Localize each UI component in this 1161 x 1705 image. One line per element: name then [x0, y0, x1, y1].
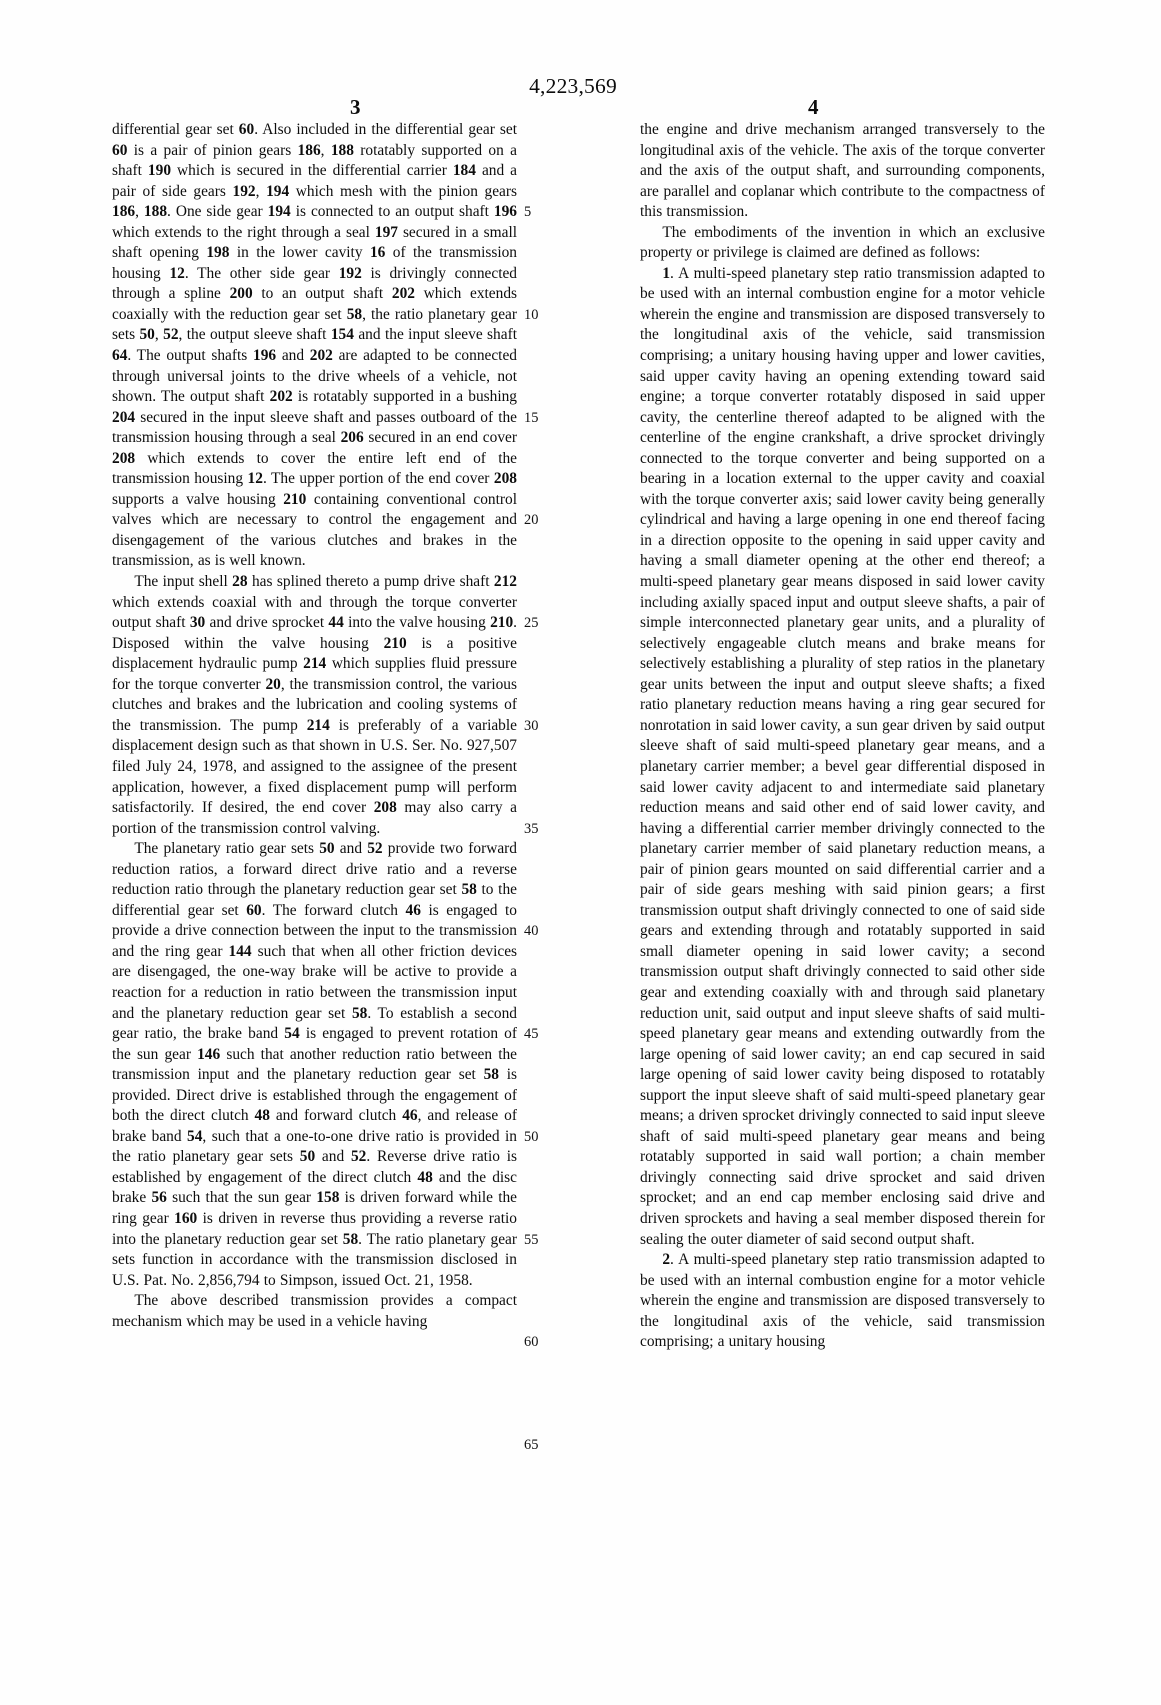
line-number: 45	[524, 1026, 539, 1043]
paragraph: The planetary ratio gear sets 50 and 52 provide two forward reduction ratios, a forward direct drive ratio and a reverse reduction ratio through the planetary reduction gear set 58 to the differential gear set 60. The forward clutch 46 is engaged to provide a drive connection between the input to the transmission and the ring gear 144 such that when all other friction devices are disengaged, the one-way brake will be active to provide a reaction for a reduction in ratio between the transmission input and the planetary reduction gear set 58. To establish a second gear ratio, the brake band 54 is engaged to prevent rotation of the sun gear 146 such that another reduction ratio between the transmission input and the planetary reduction gear set 58 is provided. Direct drive is established through the engagement of both the direct clutch 48 and forward clutch 46, and release of brake band 54, such that a one-to-one drive ratio is provided in the ratio planetary gear sets 50 and 52. Reverse drive ratio is established by engagement of the direct clutch 48 and the disc brake 56 such that the sun gear 158 is driven forward while the ring gear 160 is driven in reverse thus providing a reverse ratio into the planetary reduction gear set 58. The ratio planetary gear sets function in accordance with the transmission disclosed in U.S. Pat. No. 2,856,794 to Simpson, issued Oct. 21, 1958.	[112, 840, 518, 1289]
line-number: 35	[524, 820, 539, 837]
line-number: 50	[524, 1128, 539, 1145]
paragraph: The input shell 28 has splined thereto a pump drive shaft 212 which extends coaxial with and through the torque converter output shaft 30 and drive sprocket 44 into the valve housing 210. Disposed within the valve housing 210 is a positive displacement hydraulic pump 214 which supplies fluid pressure for the torque converter 20, the transmission control, the various clutches and brakes and the lubrication and cooling systems of the transmission. The pump 214 is preferably of a variable displacement design such as that shown in U.S. Ser. No. 927,507 filed July 24, 1978, and assigned to the assignee of the present application, however, a fixed displacement pump will perform satisfactorily. If desired, the end cover 208 may also carry a portion of the transmission control valving.	[112, 573, 518, 837]
line-number: 40	[524, 923, 539, 940]
paragraph: 2. A multi-speed planetary step ratio transmission adapted to be used with an internal combustion engine for a motor vehicle wherein the engine and transmission are disposed transversely to the longitudinal axis of the vehicle, said transmission comprising; a unitary housing	[640, 1251, 1045, 1351]
line-number: 10	[524, 306, 539, 323]
line-number: 65	[524, 1437, 539, 1454]
paragraph: The embodiments of the invention in which an exclusive property or privilege is claimed are defined as follows:	[640, 223, 1045, 262]
line-number: 60	[524, 1334, 539, 1351]
line-number: 5	[524, 204, 532, 221]
line-number: 15	[524, 409, 539, 426]
line-number: 25	[524, 615, 539, 632]
line-number: 55	[524, 1231, 539, 1248]
line-number: 20	[524, 512, 539, 529]
paragraph: 1. A multi-speed planetary step ratio transmission adapted to be used with an internal combustion engine for a motor vehicle wherein the engine and transmission are disposed transversely to the longitudinal axis of the vehicle, said transmission comprising; a unitary housing having upper and lower cavities, said upper cavity having an opening extending toward said engine; a torque converter rotatably disposed in said upper cavity, the centerline thereof adapted to be aligned with the centerline of the engine crankshaft, a drive sprocket drivingly connected to the torque converter and being supported on a bearing in a location external to the upper cavity and coaxial with the torque converter axis; said lower cavity being generally cylindrical and having a large opening in one end thereof facing in a direction opposite to the opening in said upper cavity and having a small diameter opening at the other end thereof; a multi-speed planetary gear means disposed in said lower cavity including axially spaced input and output sleeve shafts, a pair of simple interconnected planetary gear units, and a plurality of selectively engageable clutch means and brake means for selectively establishing a plurality of step ratios in the planetary gear units between the input and output sleeve shafts; a fixed ratio planetary reduction means having a ring gear secured for nonrotation in said lower cavity, a sun gear driven by said output sleeve shaft of said multi-speed planetary gear means, and a planetary carrier member; a bevel gear differential disposed in said lower cavity adjacent to and intermediate said planetary reduction means and said other end of said lower cavity, and having a differential carrier member drivingly connected to the planetary carrier member of said planetary reduction means, a pair of pinion gears mounted on said differential carrier and a pair of side gears meshing with said pinion gears; a first transmission output shaft drivingly connected to one of said side gears and extending through and rotatably supported in said small diameter opening in said lower cavity; a second transmission output shaft drivingly connected to said other side gear and extending coaxially with and through said planetary reduction unit, said output and input sleeve shafts of said multi-speed planetary gear means and extending outwardly from the large opening of said lower cavity; an end cap secured in said large opening of said lower cavity being disposed to rotatably support the input sleeve shaft of said multi-speed planetary gear means; a driven sprocket drivingly connected to said input sleeve shaft of said multi-speed planetary gear means and being rotatably supported in said wall portion; a chain member drivingly connecting said drive sprocket and said driven sprocket; and an end cap member enclosing said drive and driven sprockets and having a seal member disposed therein for sealing the outer diameter of said second output shaft.	[640, 264, 1045, 1248]
text-column-right	[640, 120, 1045, 1353]
paragraph: The above described transmission provides a compact mechanism which may be used in a vehicle having	[112, 1292, 517, 1330]
line-number: 30	[524, 717, 539, 734]
patent-number: 4,223,569	[529, 74, 617, 98]
text-column-left	[112, 120, 517, 1332]
paragraph: differential gear set 60. Also included in the differential gear set 60 is a pair of pinion gears 186, 188 rotatably supported on a shaft 190 which is secured in the differential carrier 184 and a pair of side gears 192, 194 which mesh with the pinion gears 186, 188. One side gear 194 is connected to an output shaft 196 which extends to the right through a seal 197 secured in a small shaft opening 198 in the lower cavity 16 of the transmission housing 12. The other side gear 192 is drivingly connected through a spline 200 to an output shaft 202 which extends coaxially with the reduction gear set 58, the ratio planetary gear sets 50, 52, the output sleeve shaft 154 and the input sleeve shaft 64. The output shafts 196 and 202 are adapted to be connected through universal joints to the drive wheels of a vehicle, not shown. The output shaft 202 is rotatably supported in a bushing 204 secured in the input sleeve shaft and passes outboard of the transmission housing through a seal 206 secured in an end cover 208 which extends to cover the entire left end of the transmission housing 12. The upper portion of the end cover 208 supports a valve housing 210 containing conventional control valves which are necessary to control the engagement and disengagement of the various clutches and brakes in the transmission, as is well known.	[112, 121, 518, 570]
column-number-left: 3	[350, 95, 361, 119]
page-header	[108, 74, 1038, 126]
column-number-right: 4	[808, 95, 819, 119]
paragraph: the engine and drive mechanism arranged transversely to the longitudinal axis of the vehicle. The axis of the torque converter and the axis of the output shaft, and surrounding components, are parallel and coplanar which contribute to the compactness of this transmission.	[640, 121, 1045, 221]
